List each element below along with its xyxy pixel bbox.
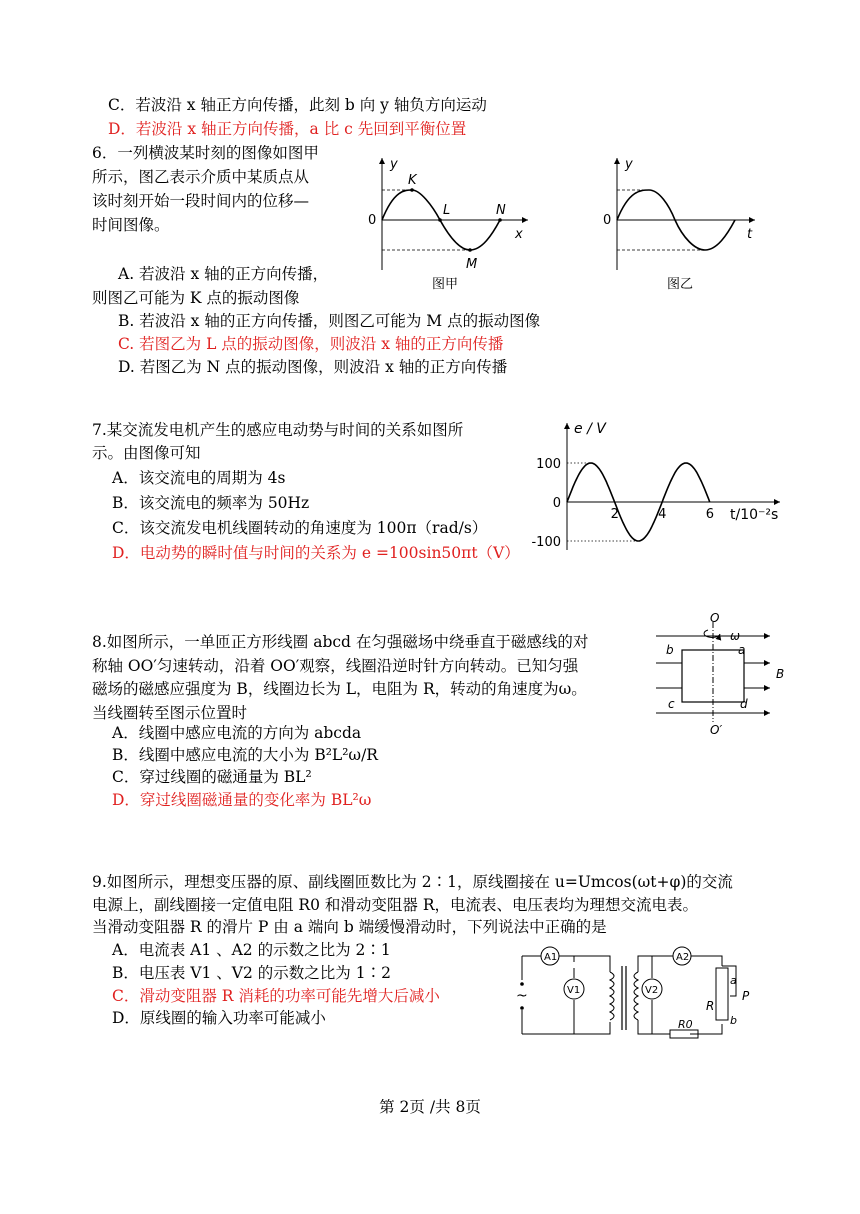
q6-option-a-line1: A. 若波沿 x 轴的正方向传播， — [118, 265, 329, 283]
y-tick-label: 100 — [536, 457, 561, 472]
q5-option-d: D．若波沿 x 轴正方向传播，a 比 c 先回到平衡位置 — [108, 120, 467, 138]
q6-option-c: C. 若图乙为 L 点的振动图像，则波沿 x 轴的正方向传播 — [118, 335, 504, 353]
corner-d-label: d — [740, 697, 748, 711]
t-label: t — [747, 227, 753, 242]
y-label: y — [625, 157, 633, 172]
x-tick-label: 4 — [658, 507, 667, 522]
figure-caption: 图乙 — [667, 277, 694, 292]
q6-stem-line1: 6．一列横波某时刻的图像如图甲 — [92, 144, 319, 162]
corner-a-label: a — [738, 643, 746, 657]
point-m-label: M — [466, 257, 478, 272]
figure-caption: 图甲 — [432, 277, 459, 292]
q7-option-c: C．该交流发电机线圈转动的角速度为 100π（rad/s） — [112, 519, 488, 537]
v2-label: V2 — [645, 985, 659, 996]
point-k-label: K — [408, 173, 417, 188]
slider-b-label: b — [730, 1014, 737, 1027]
q7-option-a: A．该交流电的周期为 4s — [112, 469, 286, 487]
origin-label: 0 — [603, 213, 612, 228]
q9-option-b: B．电压表 V1 、V2 的示数之比为 1∶2 — [112, 964, 391, 982]
slider-a-label: a — [730, 974, 737, 987]
q7-stem-line2: 示。由图像可知 — [92, 444, 201, 462]
y-axis-label: e / V — [574, 421, 606, 437]
q7-stem-line1: 7.某交流发电机产生的感应电动势与时间的关系如图所 — [92, 421, 464, 439]
point-l-label: L — [443, 203, 451, 218]
q6-option-d: D. 若图乙为 N 点的振动图像，则波沿 x 轴的正方向传播 — [118, 358, 508, 376]
x-label: x — [515, 227, 523, 242]
r-label: R — [706, 999, 715, 1013]
q6-stem-line3: 该时刻开始一段时间内的位移— — [92, 192, 310, 210]
q5-option-c: C．若波沿 x 轴正方向传播，此刻 b 向 y 轴负方向运动 — [108, 96, 487, 114]
axis-o-label: O — [710, 611, 720, 625]
q7-emf-chart — [530, 415, 795, 555]
y-tick-label: -100 — [531, 535, 561, 550]
q9-stem-line3: 当滑动变阻器 R 的滑片 P 由 a 端向 b 端缓慢滑动时，下列说法中正确的是 — [92, 918, 607, 936]
q8-option-b: B．线圈中感应电流的大小为 B²L²ω/R — [112, 746, 378, 764]
q8-stem-line4: 当线圈转至图示位置时 — [92, 704, 248, 722]
q8-option-c: C．穿过线圈的磁通量为 BL² — [112, 768, 312, 786]
axis-o-prime-label: O′ — [710, 723, 723, 735]
q9-option-c: C．滑动变阻器 R 消耗的功率可能先增大后减小 — [112, 987, 440, 1005]
slider-p-label: P — [742, 989, 750, 1003]
corner-b-label: b — [666, 643, 674, 657]
q8-stem-line3: 磁场的磁感应强度为 B，线圈边长为 L，电阻为 R，转动的角速度为ω。 — [92, 680, 587, 698]
q6-vibration-figure — [595, 150, 765, 300]
q7-option-d: D．电动势的瞬时值与时间的关系为 e =100sin50πt（V） — [112, 544, 520, 562]
point-n-label: N — [496, 203, 506, 218]
a1-label: A1 — [544, 952, 558, 963]
q9-stem-line1: 9.如图所示，理想变压器的原、副线圈匝数比为 2∶1，原线圈接在 u=Umcos(ωt+φ)的交流 — [92, 873, 733, 891]
q8-option-a: A．线圈中感应电流的方向为 abcda — [112, 724, 362, 742]
q7-option-b: B．该交流电的频率为 50Hz — [112, 494, 310, 512]
x-tick-label: 2 — [610, 507, 619, 522]
q9-option-d: D．原线圈的输入功率可能减小 — [112, 1009, 326, 1027]
y-tick-label: 0 — [552, 496, 561, 511]
page-footer: 第 2页 /共 8页 — [379, 1098, 481, 1116]
q6-stem-line4: 时间图像。 — [92, 216, 170, 234]
y-label: y — [390, 157, 398, 172]
a2-label: A2 — [676, 952, 690, 963]
q8-stem-line1: 8.如图所示，一单匝正方形线圈 abcd 在匀强磁场中绕垂直于磁感线的对 — [92, 633, 589, 651]
field-b-label: B — [776, 667, 785, 681]
q6-stem-line2: 所示，图乙表示介质中某质点从 — [92, 168, 310, 186]
q9-option-a: A．电流表 A1 、A2 的示数之比为 2∶1 — [112, 941, 391, 959]
q9-stem-line2: 电源上，副线圈接一定值电阻 R0 和滑动变阻器 R，电流表、电压表均为理想交流电表。 — [92, 896, 698, 914]
corner-c-label: c — [668, 697, 675, 711]
omega-label: ω — [730, 629, 741, 643]
q8-coil-figure — [650, 610, 800, 735]
q9-transformer-circuit — [510, 938, 770, 1048]
ac-source-symbol: ~ — [516, 988, 528, 1004]
x-axis-label: t/10⁻²s — [730, 507, 779, 523]
origin-label: 0 — [368, 213, 377, 228]
v1-label: V1 — [567, 985, 581, 996]
q6-option-b: B. 若波沿 x 轴的正方向传播，则图乙可能为 M 点的振动图像 — [118, 312, 541, 330]
q8-option-d: D．穿过线圈磁通量的变化率为 BL²ω — [112, 791, 372, 809]
q6-wave-figure — [360, 150, 540, 300]
r0-label: R0 — [678, 1018, 693, 1031]
x-tick-label: 6 — [705, 507, 715, 522]
q6-option-a-line2: 则图乙可能为 K 点的振动图像 — [92, 289, 300, 307]
q8-stem-line2: 称轴 OO′匀速转动，沿着 OO′观察，线圈沿逆时针方向转动。已知匀强 — [92, 657, 579, 675]
